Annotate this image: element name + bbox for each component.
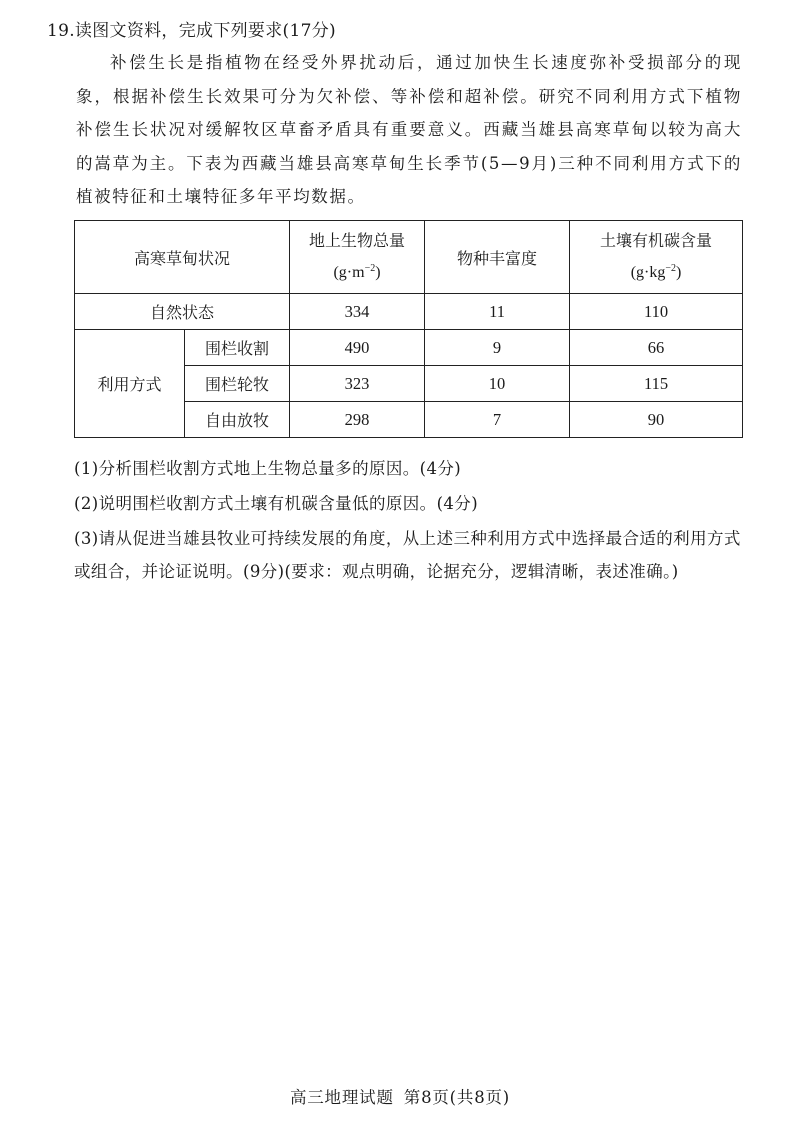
cell-carbon: 90 xyxy=(570,402,743,438)
question-title: 19.读图文资料，完成下列要求(17分) xyxy=(47,21,336,41)
cell-biomass: 334 xyxy=(290,294,425,330)
cell-carbon: 110 xyxy=(570,294,743,330)
cell-biomass: 490 xyxy=(290,330,425,366)
cell-carbon: 115 xyxy=(570,366,743,402)
header-carbon: 土壤有机碳含量 $(g\cdot kg^{-2})$ xyxy=(570,221,743,294)
row-label: 围栏收割 xyxy=(185,330,290,366)
row-label: 自然状态 xyxy=(75,294,290,330)
sub-questions xyxy=(74,452,746,588)
cell-richness: 9 xyxy=(425,330,570,366)
header-biomass: 地上生物总量 $(g\cdot m^{-2})$ xyxy=(290,221,425,294)
page-footer xyxy=(0,1084,800,1108)
data-table xyxy=(74,220,743,438)
header-status: 高寒草甸状况 xyxy=(75,221,290,294)
cell-biomass: 323 xyxy=(290,366,425,402)
cell-richness: 10 xyxy=(425,366,570,402)
footer-subject: 高三地理试题 xyxy=(289,1088,394,1107)
table-row xyxy=(75,294,743,330)
cell-richness: 11 xyxy=(425,294,570,330)
row-label: 围栏轮牧 xyxy=(185,366,290,402)
table-header-row xyxy=(75,221,743,294)
intro-paragraph: 补偿生长是指植物在经受外界扰动后，通过加快生长速度弥补受损部分的现象，根据补偿生长效果可分为欠补偿、等补偿和超补偿。研究不同利用方式下植物补偿生长状况对缓解牧区草畜矛盾具有重要意义。西藏当雄县高寒草甸以较为高大的嵩草为主。下表为西藏当雄县高寒草甸生长季节(5—9月)三种不同利用方式下的植被特征和土壤特征多年平均数据。 xyxy=(76,53,742,206)
cell-biomass: 298 xyxy=(290,402,425,438)
footer-page-number: 第8页(共8页) xyxy=(403,1088,511,1107)
group-label: 利用方式 xyxy=(75,330,185,438)
table-row xyxy=(75,330,743,366)
cell-richness: 7 xyxy=(425,402,570,438)
cell-carbon: 66 xyxy=(570,330,743,366)
sub-question-1: (1)分析围栏收割方式地上生物总量多的原因。(4分) xyxy=(74,459,462,478)
sub-question-3: (3)请从促进当雄县牧业可持续发展的角度，从上述三种利用方式中选择最合适的利用方式或组合，并论证说明。(9分)(要求：观点明确，论据充分，逻辑清晰，表述准确。) xyxy=(74,529,741,581)
header-richness: 物种丰富度 xyxy=(425,221,570,294)
row-label: 自由放牧 xyxy=(185,402,290,438)
sub-question-2: (2)说明围栏收割方式土壤有机碳含量低的原因。(4分) xyxy=(74,494,479,513)
